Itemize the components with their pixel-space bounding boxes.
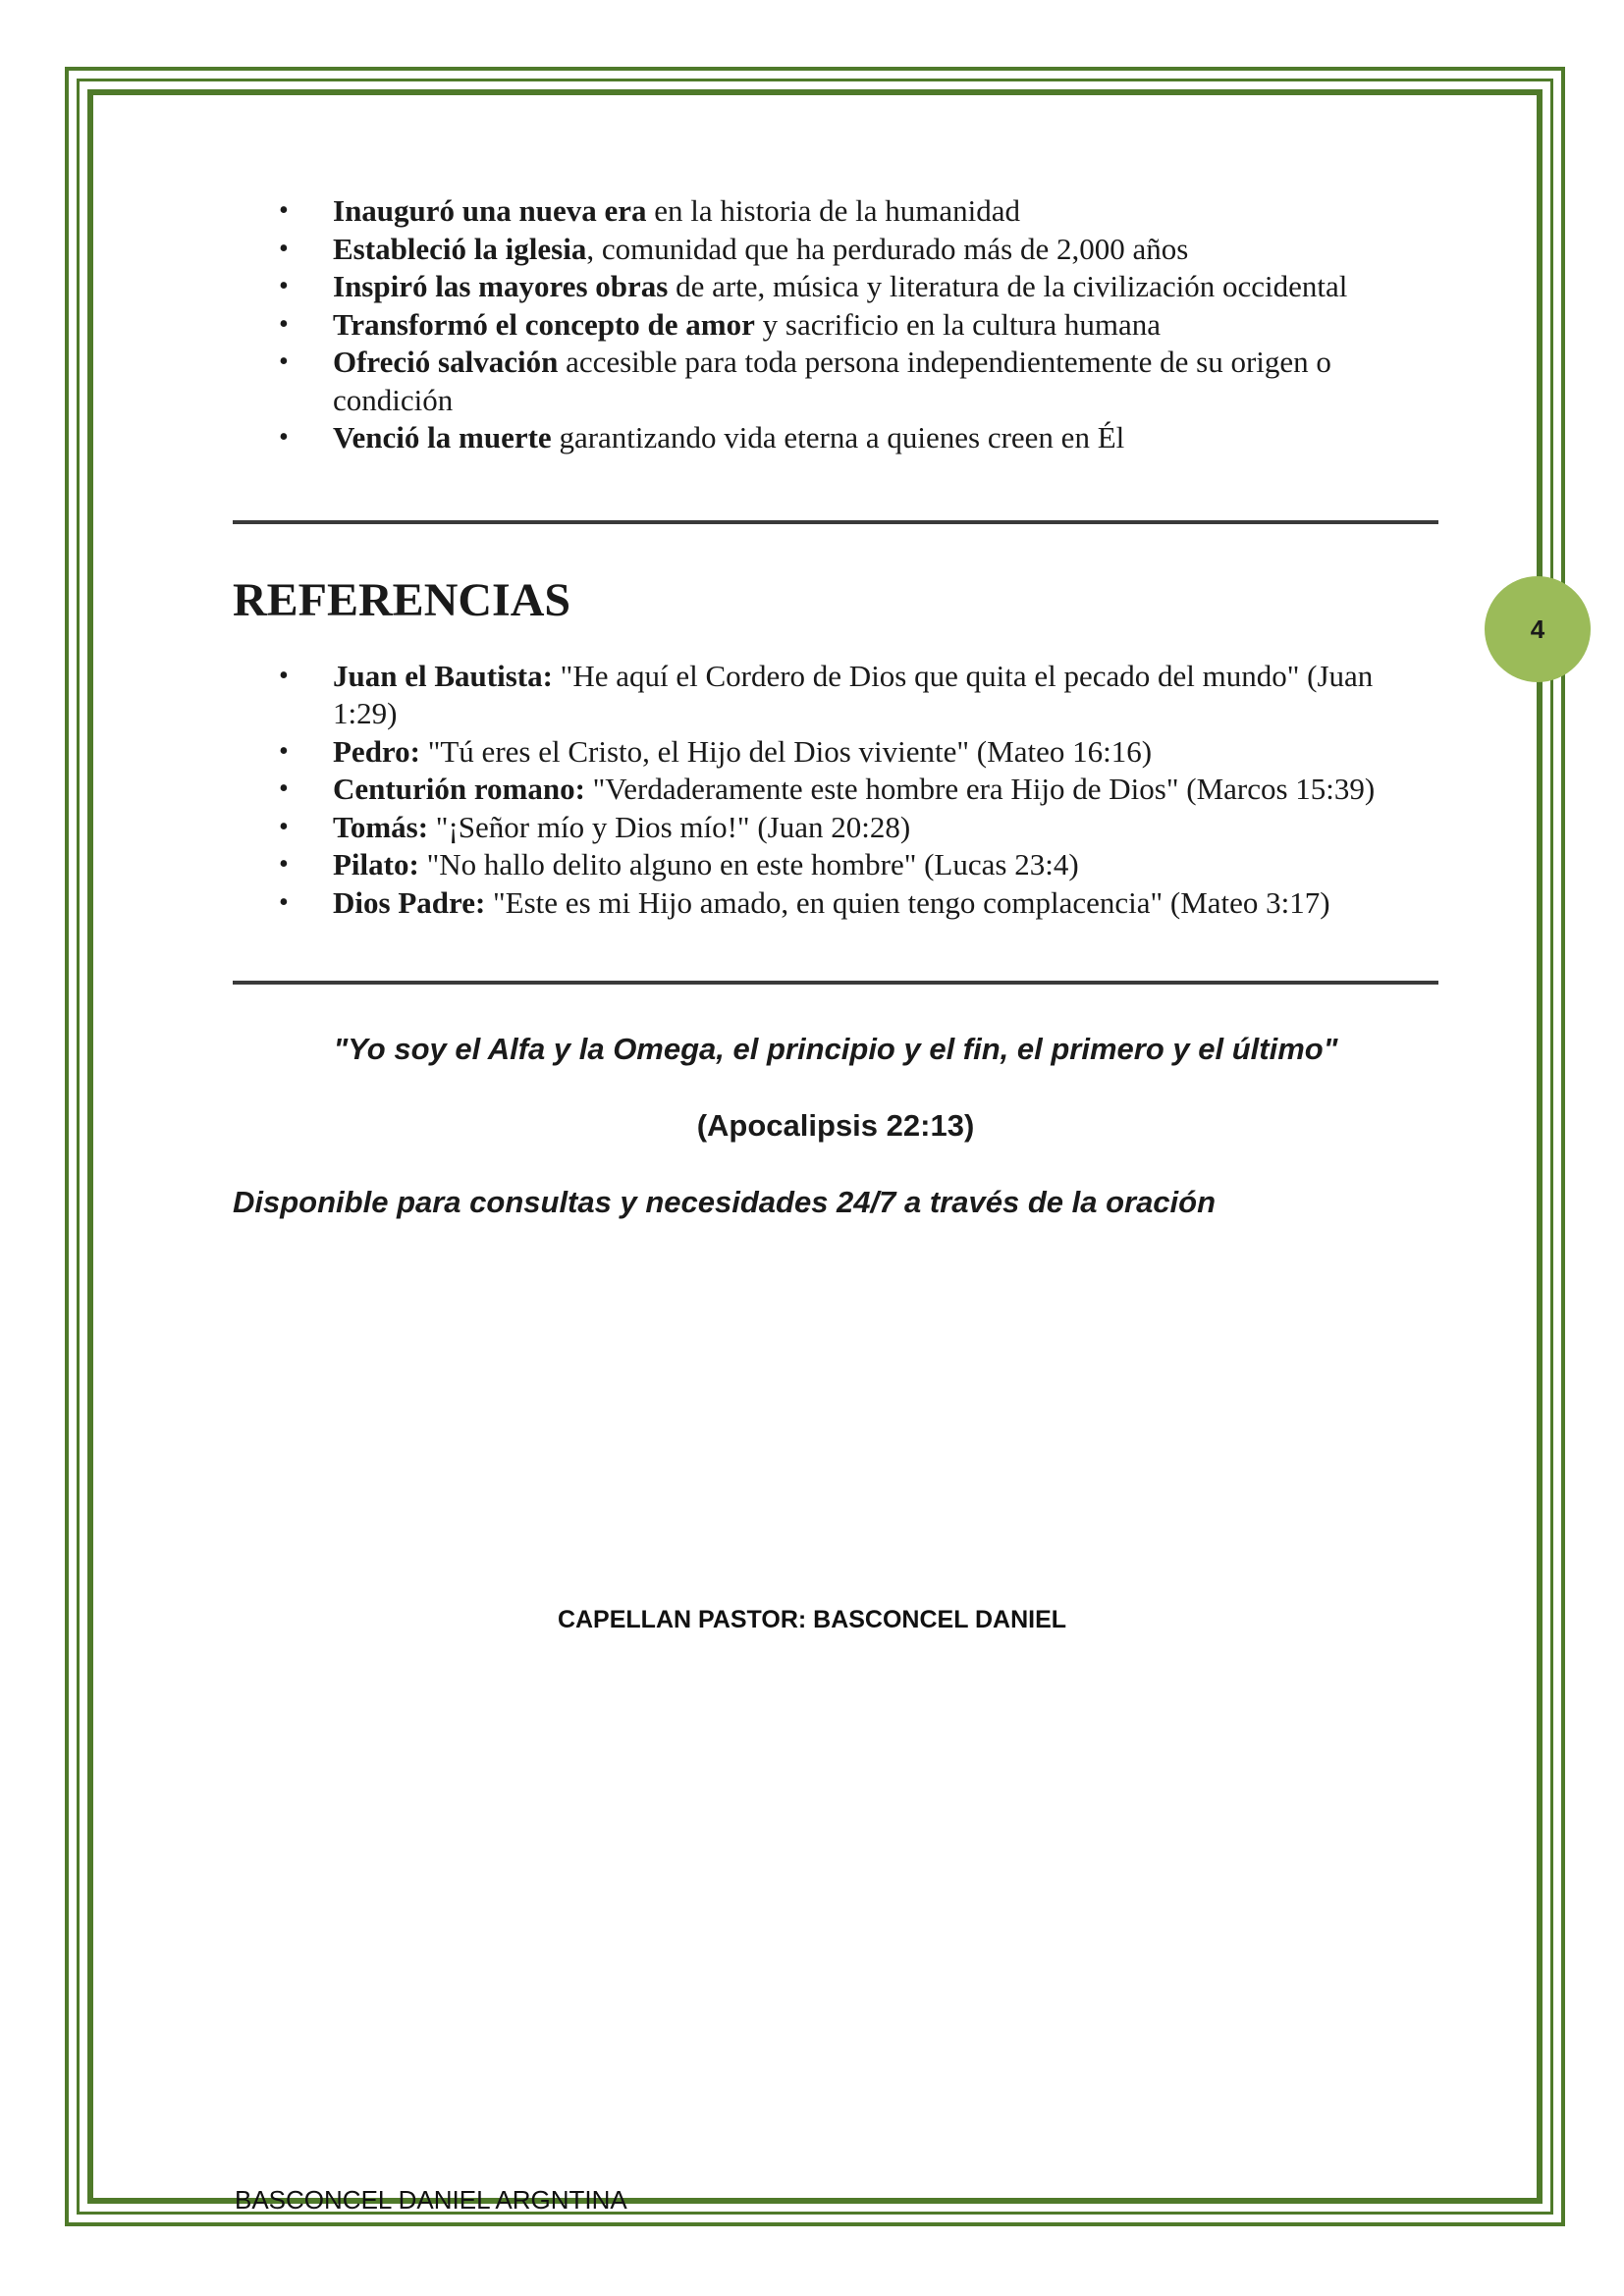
item-text: "Verdaderamente este hombre era Hijo de Dios" (Marcos 15:39) [584, 772, 1376, 806]
item-bold: Estableció la iglesia [333, 231, 587, 266]
section-divider [233, 981, 1438, 985]
item-bold: Dios Padre: [333, 884, 486, 920]
list-item [233, 268, 1438, 306]
list-item [233, 658, 1438, 733]
section-divider [233, 520, 1438, 524]
list-item [233, 344, 1438, 419]
item-bold: Centurión romano: [333, 772, 585, 806]
list-item [233, 771, 1438, 809]
quote-citation: (Apocalipsis 22:13) [696, 1108, 975, 1143]
page-number-badge: 4 [1485, 576, 1591, 682]
item-text: accesible para toda persona independientemente de su origen o condición [333, 345, 1331, 417]
item-bold: Ofreció salvación [333, 345, 559, 379]
availability-note: Disponible para consultas y necesidades 24/7 a través de la oración [233, 1185, 1217, 1219]
closing-quote: "Yo soy el Alfa y la Omega, el principio y el fin, el primero y el último" [333, 1032, 1338, 1066]
list-item [233, 884, 1438, 923]
item-bold: Inspiró las mayores obras [333, 269, 669, 303]
list-item [233, 419, 1438, 457]
list-item [233, 846, 1438, 884]
item-text: y sacrificio en la cultura humana [754, 306, 1162, 342]
list-item [233, 231, 1438, 269]
item-text: "¡Señor mío y Dios mío!" (Juan 20:28) [428, 809, 911, 844]
main-content [233, 192, 1438, 1222]
signature-line: CAPELLAN PASTOR: BASCONCEL DANIEL [557, 1606, 1067, 1633]
item-text: de arte, música y literatura de la civilización occidental [668, 269, 1348, 303]
item-text: "Este es mi Hijo amado, en quien tengo complacencia" (Mateo 3:17) [485, 884, 1330, 920]
item-bold: Transformó el concepto de amor [333, 306, 755, 342]
references-heading: REFERENCIAS [233, 573, 571, 626]
list-item [233, 809, 1438, 847]
item-text: en la historia de la humanidad [646, 193, 1021, 228]
list-item [233, 306, 1438, 345]
references-list [233, 658, 1438, 923]
list-item [233, 192, 1438, 231]
item-text: "He aquí el Cordero de Dios que quita el pecado del mundo" (Juan 1:29) [333, 658, 1374, 730]
item-text: , comunidad que ha perdurado más de 2,000 años [586, 231, 1189, 266]
achievements-list [233, 192, 1438, 457]
item-text: "No hallo delito alguno en este hombre" (Lucas 23:4) [418, 847, 1079, 881]
item-bold: Pilato: [333, 847, 419, 881]
item-bold: Tomás: [333, 809, 429, 844]
list-item [233, 733, 1438, 772]
item-bold: Juan el Bautista: [333, 658, 553, 693]
item-bold: Pedro: [333, 733, 420, 769]
item-text: "Tú eres el Cristo, el Hijo del Dios viviente" (Mateo 16:16) [419, 733, 1153, 769]
item-text: garantizando vida eterna a quienes creen en Él [551, 420, 1125, 454]
item-bold: Inauguró una nueva era [333, 193, 647, 228]
page-footer: BASCONCEL DANIEL ARGNTINA [235, 2185, 627, 2215]
item-bold: Venció la muerte [333, 420, 552, 454]
